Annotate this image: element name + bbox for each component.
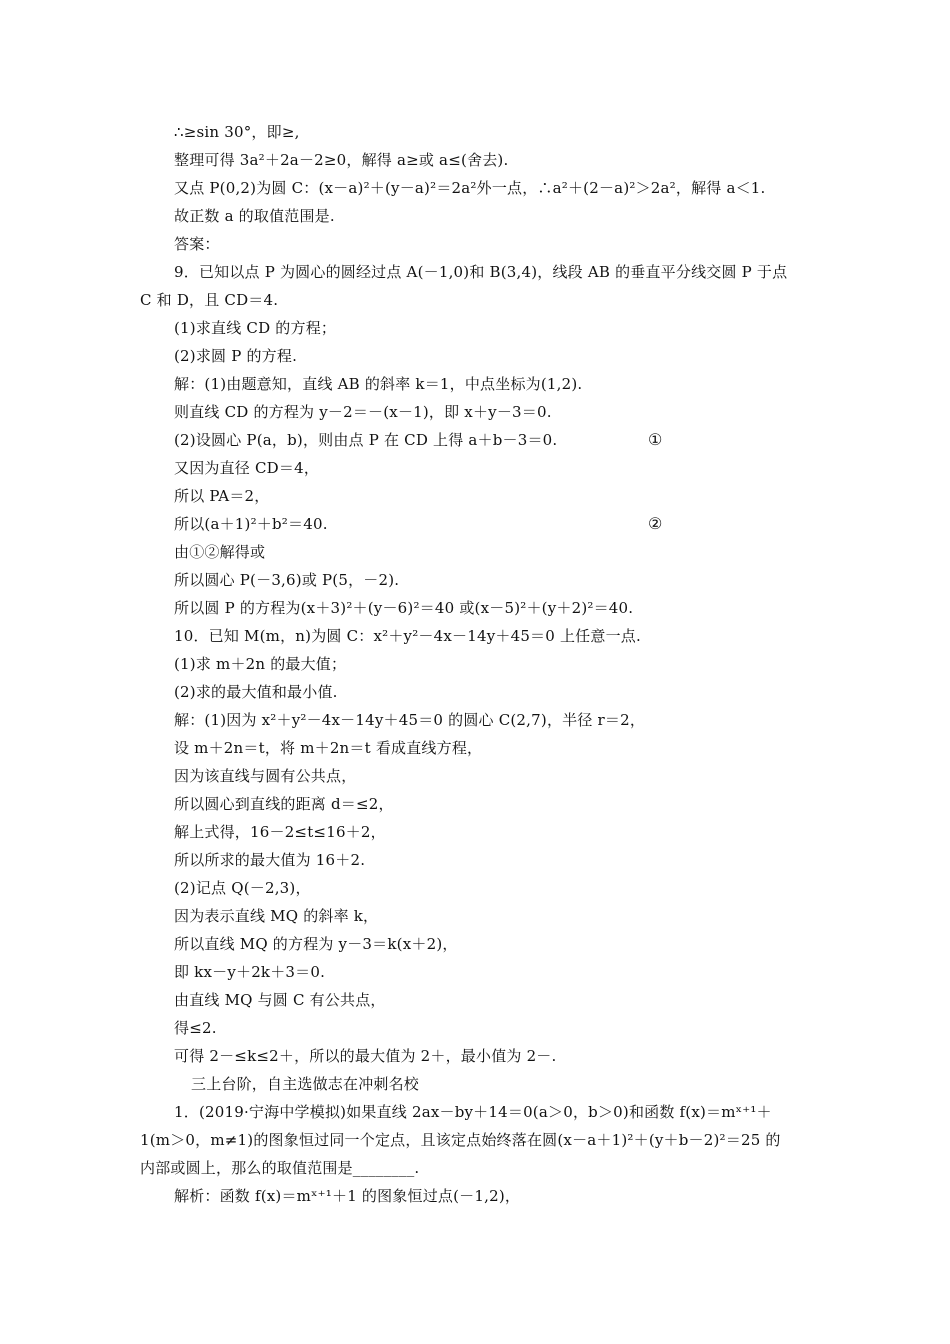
text-line: (1)求直线 CD 的方程；	[174, 319, 337, 337]
text-line: 即 kx－y＋2k＋3＝0.	[174, 963, 326, 981]
text-line: 因为该直线与圆有公共点，	[174, 767, 357, 785]
problem-1-stem-cont: 内部或圆上，那么的取值范围是________.	[140, 1159, 420, 1177]
text-line: 则直线 CD 的方程为 y－2＝－(x－1)，即 x＋y－3＝0.	[174, 403, 552, 421]
text-line: 所以圆心到直线的距离 d＝≤2，	[174, 795, 394, 813]
text-line: 所以 PA＝2，	[174, 487, 270, 505]
problem-9-stem-cont: C 和 D，且 CD＝4.	[140, 291, 279, 309]
problem-9-stem: 9．已知以点 P 为圆心的圆经过点 A(－1,0)和 B(3,4)，线段 AB 的垂直平分线交圆 P 于点	[174, 263, 788, 281]
equation-mark-2: ②	[648, 514, 663, 533]
text-line: 设 m＋2n＝t，将 m＋2n＝t 看成直线方程，	[174, 739, 483, 757]
text-line: (2)求的最大值和最小值.	[174, 683, 338, 701]
equation-mark-1: ①	[648, 430, 663, 449]
text-line: 解：(1)由题意知，直线 AB 的斜率 k＝1，中点坐标为(1,2).	[174, 375, 583, 393]
text-line: 整理可得 3a²＋2a－2≥0，解得 a≥或 a≤(舍去).	[174, 151, 509, 169]
text-line: 所以圆 P 的方程为(x＋3)²＋(y－6)²＝40 或(x－5)²＋(y＋2)²＝40.	[174, 599, 634, 617]
text-line: 又因为直径 CD＝4，	[174, 459, 320, 477]
text-line: 所以所求的最大值为 16＋2.	[174, 851, 366, 869]
text-line: 得≤2.	[174, 1019, 217, 1037]
text-line: (2)求圆 P 的方程.	[174, 347, 298, 365]
text-line: 又点 P(0,2)为圆 C：(x－a)²＋(y－a)²＝2a²外一点，∴a²＋(2－a)²＞2a²，解得 a＜1.	[174, 179, 766, 197]
text-line: 解析：函数 f(x)＝mˣ⁺¹＋1 的图象恒过点(－1,2)，	[174, 1187, 521, 1205]
text-line: (1)求 m＋2n 的最大值；	[174, 655, 347, 673]
problem-1-stem-cont: 1(m＞0，m≠1)的图象恒过同一个定点，且该定点始终落在圆(x－a＋1)²＋(y＋b－2)²＝25 的	[140, 1131, 781, 1149]
text-line: 故正数 a 的取值范围是.	[174, 207, 335, 225]
text-line: (2)设圆心 P(a，b)，则由点 P 在 CD 上得 a＋b－3＝0.	[174, 431, 558, 449]
text-line: 所以圆心 P(－3,6)或 P(5，－2).	[174, 571, 400, 589]
text-line: (2)记点 Q(－2,3)，	[174, 879, 311, 897]
text-line: 可得 2－≤k≤2＋，所以的最大值为 2＋，最小值为 2－.	[174, 1047, 557, 1065]
section-heading: 三上台阶，自主选做志在冲刺名校	[191, 1075, 420, 1093]
text-line: 所以(a＋1)²＋b²＝40.	[174, 515, 328, 533]
problem-10-stem: 10．已知 M(m，n)为圆 C：x²＋y²－4x－14y＋45＝0 上任意一点.	[174, 627, 641, 645]
problem-1-stem: 1．(2019·宁海中学模拟)如果直线 2ax－by＋14＝0(a＞0，b＞0)和函数 f(x)＝mˣ⁺¹＋	[174, 1103, 772, 1121]
text-line: 所以直线 MQ 的方程为 y－3＝k(x＋2)，	[174, 935, 458, 953]
text-line: 因为表示直线 MQ 的斜率 k，	[174, 907, 379, 925]
text-line: ∴≥sin 30°，即≥,	[174, 123, 300, 141]
text-line: 答案：	[174, 235, 220, 253]
text-line: 解上式得，16－2≤t≤16＋2，	[174, 823, 386, 841]
text-line: 解：(1)因为 x²＋y²－4x－14y＋45＝0 的圆心 C(2,7)，半径 r＝2，	[174, 711, 646, 729]
text-line: 由直线 MQ 与圆 C 有公共点，	[174, 991, 386, 1009]
text-line: 由①②解得或	[174, 543, 266, 561]
